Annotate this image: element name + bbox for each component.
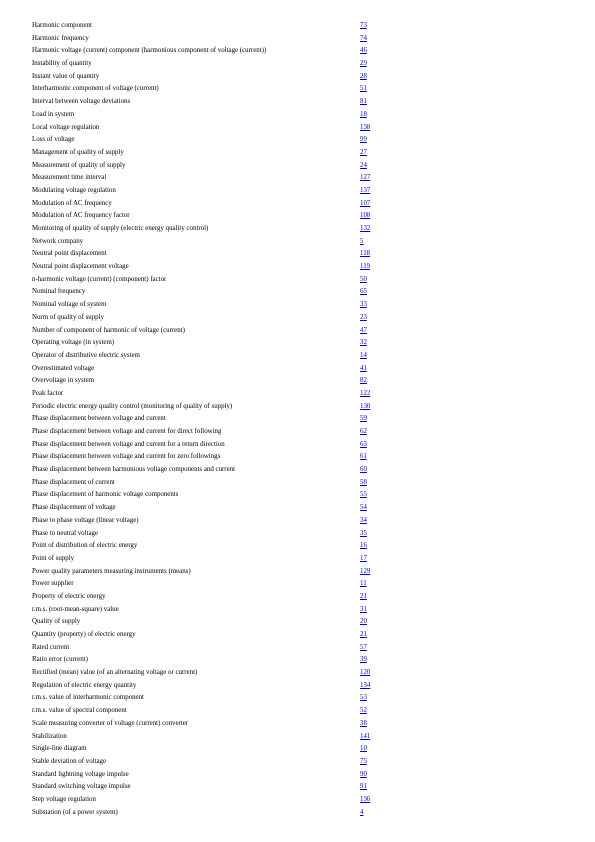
index-term: n-harmonic voltage (current) (component) factor	[32, 275, 167, 283]
index-term: Modulation of AC frequency	[32, 199, 112, 207]
page-number-link[interactable]: 82	[360, 377, 367, 385]
page-number-link[interactable]: 29	[360, 60, 367, 68]
page-number-link[interactable]: 39	[360, 656, 367, 664]
index-term: Rated current	[32, 643, 70, 651]
page-number-link[interactable]: 73	[360, 22, 367, 29]
index-term: r.m.s. (root-mean-square) value	[32, 605, 119, 613]
page-number-link[interactable]: 132	[360, 225, 371, 232]
index-entry	[32, 451, 377, 464]
index-term: Modulation of AC frequency factor	[32, 212, 130, 220]
page-number-link[interactable]: 16	[360, 542, 367, 550]
index-entry	[32, 489, 377, 502]
index-entry	[32, 731, 377, 744]
index-term: Stable deviation of voltage	[32, 757, 107, 765]
index-entry	[32, 705, 377, 718]
index-entry	[32, 528, 377, 541]
index-entry	[32, 185, 377, 198]
index-entry	[32, 566, 377, 579]
index-entry	[32, 401, 377, 414]
index-term: Load in system	[32, 110, 75, 118]
index-entry	[32, 502, 377, 515]
page-number-link[interactable]: 54	[360, 504, 367, 512]
index-term: Harmonic voltage (current) component (harmonious component of voltage (current))	[32, 47, 267, 55]
page-number-link[interactable]: 47	[360, 326, 367, 334]
index-entry	[32, 642, 377, 655]
index-entry	[32, 248, 377, 261]
index-term: Harmonic frequency	[32, 34, 89, 42]
index-term: Measurement of quality of supply	[32, 161, 126, 169]
page-number-link[interactable]: 60	[360, 466, 367, 474]
index-entry	[32, 794, 377, 807]
index-term: Neutral point displacement	[32, 250, 107, 258]
page-number-link[interactable]: 90	[360, 770, 367, 778]
index-term: Step voltage regulation	[32, 795, 96, 803]
page-number-link[interactable]: 57	[360, 643, 367, 651]
index-entry	[32, 756, 377, 769]
index-entry	[32, 33, 377, 46]
index-entry	[32, 477, 377, 490]
index-entry	[32, 743, 377, 756]
page-number-link[interactable]: 141	[360, 732, 371, 740]
page-number-link[interactable]: 75	[360, 757, 367, 765]
index-term: Network company	[32, 237, 84, 245]
index-term: Regulation of electric energy quantity	[32, 681, 137, 689]
index-entry	[32, 654, 377, 667]
index-entry	[32, 71, 377, 84]
index-term: Phase displacement of harmonic voltage components	[32, 491, 179, 499]
index-entry	[32, 198, 377, 211]
index-entry	[32, 172, 377, 185]
page-number-link[interactable]: 52	[360, 707, 367, 715]
index-entry	[32, 680, 377, 693]
index-entry	[32, 578, 377, 591]
index-term: Phase displacement between harmonious voltage components and current	[32, 466, 236, 474]
page-number-link[interactable]: 23	[360, 313, 367, 321]
page-number-link[interactable]: 17	[360, 554, 367, 562]
page-number-link[interactable]: 61	[360, 453, 367, 461]
index-term: Point of distribution of electric energy	[32, 542, 138, 550]
page-number-link[interactable]: 119	[360, 263, 371, 271]
index-entry	[32, 236, 377, 249]
index-term: Interval between voltage deviations	[32, 98, 131, 106]
page-number-link[interactable]: 33	[360, 301, 367, 309]
index-entry	[32, 604, 377, 617]
index-term: Phase displacement of current	[32, 478, 115, 486]
page-number-link[interactable]: 32	[360, 339, 367, 347]
index-term: Scale measuring converter of voltage (current) converter	[32, 719, 189, 727]
page-number-link[interactable]: 5	[360, 237, 364, 245]
index-term: Loss of voltage	[32, 136, 75, 144]
index-term: Management of quality of supply	[32, 148, 124, 156]
index-term: Phase displacement between voltage and current for direct following	[32, 428, 222, 435]
page-number-link[interactable]: 34	[360, 516, 367, 524]
index-entry	[32, 45, 377, 58]
page-number-link[interactable]: 99	[360, 136, 367, 144]
index-term: Nominal frequency	[32, 288, 86, 296]
index-entry	[32, 439, 377, 452]
page-number-link[interactable]: 120	[360, 669, 371, 677]
page-number-link[interactable]: 130	[360, 402, 371, 410]
index-term: Power quality parameters measuring instruments (means)	[32, 567, 191, 575]
page-number-link[interactable]: 18	[360, 110, 367, 118]
page-number-link[interactable]: 14	[360, 351, 367, 359]
page-number-link[interactable]: 21	[360, 592, 367, 600]
page-number-link[interactable]: 81	[360, 98, 367, 106]
page-number-link[interactable]: 62	[360, 428, 367, 435]
index-term: Neutral point displacement voltage	[32, 263, 129, 271]
page-number-link[interactable]: 21	[360, 631, 367, 638]
page-number-link[interactable]: 63	[360, 440, 367, 448]
index-entry	[32, 807, 377, 820]
index-entry	[32, 591, 377, 604]
index-term: Quality of supply	[32, 618, 81, 626]
index-term: Ratio error (current)	[32, 656, 88, 664]
page-number-link[interactable]: 137	[360, 186, 371, 194]
index-term: Phase displacement of voltage	[32, 504, 116, 512]
index-term: r.m.s. value of spectral component	[32, 707, 127, 715]
index-entry	[32, 769, 377, 782]
index-term: Peak factor	[32, 389, 64, 397]
index-term: Number of component of harmonic of voltage (current)	[32, 326, 185, 334]
index-term: Phase displacement between voltage and current for a return direction	[32, 440, 225, 448]
index-entry	[32, 109, 377, 122]
index-entry	[32, 363, 377, 376]
index-entry	[32, 781, 377, 794]
index-entry	[32, 83, 377, 96]
page-number-link[interactable]: 31	[360, 605, 367, 613]
index-term: Phase displacement between voltage and current for zero followings	[32, 453, 221, 461]
index-entry	[32, 147, 377, 160]
page-number-link[interactable]: 46	[360, 47, 367, 55]
page-number-link[interactable]: 41	[360, 364, 367, 372]
index-entry	[32, 312, 377, 325]
index-entry	[32, 515, 377, 528]
index-term: Overvoltage in system	[32, 377, 95, 385]
page-number-link[interactable]: 27	[360, 148, 367, 156]
index-term: Operator of distributive electric system	[32, 351, 140, 359]
index-entry	[32, 388, 377, 401]
index-term: Single-line diagram	[32, 745, 87, 753]
index-term: Modulating voltage regulation	[32, 186, 116, 194]
index-term: Instant value of quantity	[32, 72, 100, 80]
index-entry	[32, 350, 377, 363]
index-term: Quantity (property) of electric energy	[32, 631, 136, 638]
index-term: Phase to phase voltage (linear voltage)	[32, 516, 139, 524]
index-entry	[32, 134, 377, 147]
page-number-link[interactable]: 55	[360, 491, 367, 499]
page-number-link[interactable]: 107	[360, 199, 371, 207]
index-term: Harmonic component	[32, 22, 92, 29]
index-term: Standard switching voltage impulse	[32, 783, 131, 791]
index-entry	[32, 223, 377, 236]
index-term: Property of electric energy	[32, 592, 106, 600]
page-number-link[interactable]: 91	[360, 783, 367, 791]
index-term: Standard lightning voltage impulse	[32, 770, 129, 778]
index-term: Periodic electric energy quality control (monitoring of quality of supply)	[32, 402, 233, 410]
page-number-link[interactable]: 118	[360, 250, 371, 258]
index-entry	[32, 540, 377, 553]
index-entry	[32, 299, 377, 312]
page-number-link[interactable]: 122	[360, 389, 371, 397]
index-term: Interharmonic component of voltage (current)	[32, 85, 159, 93]
index-term: Rectified (mean) value (of an alternating voltage or current)	[32, 669, 198, 677]
index-entry	[32, 616, 377, 629]
index-list	[32, 20, 377, 819]
index-entry	[32, 464, 377, 477]
page-number-link[interactable]: 4	[360, 808, 364, 816]
index-term: Monitoring of quality of supply (electric energy quality control)	[32, 225, 209, 232]
index-entry	[32, 718, 377, 731]
page-number-link[interactable]: 38	[360, 719, 367, 727]
page-number-link[interactable]: 53	[360, 694, 367, 702]
index-term: Overestimated voltage	[32, 364, 95, 372]
page-number-link[interactable]: 127	[360, 174, 371, 182]
index-entry	[32, 261, 377, 274]
index-entry	[32, 20, 377, 33]
page-number-link[interactable]: 35	[360, 529, 367, 537]
page-number-link[interactable]: 24	[360, 161, 367, 169]
index-entry	[32, 553, 377, 566]
index-entry	[32, 337, 377, 350]
index-entry	[32, 122, 377, 135]
index-entry	[32, 692, 377, 705]
page-number-link[interactable]: 59	[360, 415, 367, 423]
index-term: Nominal voltage of system	[32, 301, 107, 309]
index-entry	[32, 210, 377, 223]
page-number-link[interactable]: 28	[360, 72, 367, 80]
index-entry	[32, 375, 377, 388]
index-entry	[32, 413, 377, 426]
index-term: Instability of quantity	[32, 60, 92, 68]
page-number-link[interactable]: 51	[360, 85, 367, 93]
index-entry	[32, 325, 377, 338]
index-term: Local voltage regulation	[32, 123, 100, 131]
index-term: Measurement time interval	[32, 174, 107, 182]
index-term: Substation (of a power system)	[32, 808, 118, 816]
index-term: Point of supply	[32, 554, 75, 562]
page-number-link[interactable]: 108	[360, 212, 371, 220]
index-entry	[32, 274, 377, 287]
page-number-link[interactable]: 134	[360, 681, 371, 689]
page-number-link[interactable]: 20	[360, 618, 367, 626]
index-term: Operating voltage (in system)	[32, 339, 115, 347]
index-entry	[32, 426, 377, 439]
page-number-link[interactable]: 74	[360, 34, 367, 42]
index-term: Phase displacement between voltage and current	[32, 415, 166, 423]
index-entry	[32, 160, 377, 173]
page-number-link[interactable]: 58	[360, 478, 367, 486]
index-entry	[32, 286, 377, 299]
page-number-link[interactable]: 138	[360, 123, 371, 131]
index-term: r.m.s. value of interharmonic component	[32, 694, 144, 702]
index-term: Norm of quality of supply	[32, 313, 104, 321]
index-entry	[32, 96, 377, 109]
page-number-link[interactable]: 10	[360, 745, 367, 753]
index-entry	[32, 629, 377, 642]
page-number-link[interactable]: 50	[360, 275, 367, 283]
index-entry	[32, 667, 377, 680]
page-number-link[interactable]: 129	[360, 567, 371, 575]
page-number-link[interactable]: 136	[360, 795, 371, 803]
index-term: Phase to neutral voltage	[32, 529, 99, 537]
page-number-link[interactable]: 65	[360, 288, 367, 296]
index-term: Power supplier	[32, 580, 74, 588]
index-entry	[32, 58, 377, 71]
index-term: Stabilization	[32, 732, 67, 740]
page-number-link[interactable]: 11	[360, 580, 367, 588]
